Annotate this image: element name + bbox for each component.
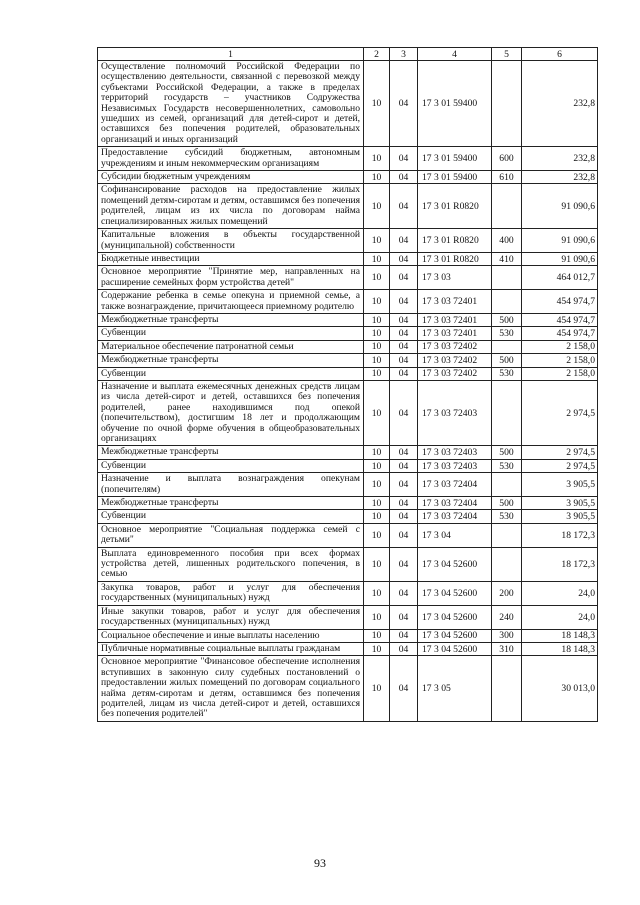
row-name-cell: Выплата единовременного пособия при всех формах устройства детей, лишенных родительского попечения, в семью (98, 547, 364, 581)
table-row (98, 446, 598, 459)
row-subsection-cell: 04 (390, 642, 418, 655)
row-expense-type-cell (492, 184, 522, 229)
row-section-cell: 10 (364, 340, 390, 353)
row-name-cell: Субвенции (98, 367, 364, 380)
row-expense-type-cell (492, 290, 522, 314)
row-subsection-cell: 04 (390, 581, 418, 605)
row-name-cell: Межбюджетные трансферты (98, 354, 364, 367)
row-amount-cell: 2 158,0 (522, 367, 598, 380)
row-section-cell: 10 (364, 497, 390, 510)
table-row (98, 367, 598, 380)
table-header-row (98, 48, 598, 61)
row-amount-cell: 30 013,0 (522, 656, 598, 721)
row-name-cell: Софинансирование расходов на предоставление жилых помещений детям-сиротам и детям, оставшимся без попечения родителей, лицам из их числа по договорам найма специализированных жилых помещений (98, 184, 364, 229)
row-subsection-cell: 04 (390, 523, 418, 547)
row-subsection-cell: 04 (390, 380, 418, 445)
row-amount-cell: 232,8 (522, 171, 598, 184)
row-section-cell: 10 (364, 605, 390, 629)
table-row (98, 642, 598, 655)
row-section-cell: 10 (364, 327, 390, 340)
page-number: 93 (314, 856, 326, 870)
row-expense-type-cell (492, 473, 522, 497)
header-cell-section: 2 (364, 48, 390, 61)
row-amount-cell: 3 905,5 (522, 510, 598, 523)
row-name-cell: Основное мероприятие "Социальная поддержка семей с детьми" (98, 523, 364, 547)
table-row (98, 523, 598, 547)
row-target-code-cell: 17 3 03 72403 (418, 380, 492, 445)
row-subsection-cell: 04 (390, 313, 418, 326)
table-row (98, 354, 598, 367)
row-section-cell: 10 (364, 510, 390, 523)
row-target-code-cell: 17 3 01 59400 (418, 171, 492, 184)
row-expense-type-cell (492, 547, 522, 581)
row-target-code-cell: 17 3 04 52600 (418, 629, 492, 642)
row-name-cell: Капитальные вложения в объекты государственной (муниципальной) собственности (98, 229, 364, 253)
row-subsection-cell: 04 (390, 290, 418, 314)
row-name-cell: Основное мероприятие "Принятие мер, направленных на расширение семейных форм устройства детей" (98, 266, 364, 290)
row-target-code-cell: 17 3 03 72403 (418, 446, 492, 459)
row-target-code-cell: 17 3 04 52600 (418, 642, 492, 655)
row-subsection-cell: 04 (390, 184, 418, 229)
row-target-code-cell: 17 3 03 (418, 266, 492, 290)
row-amount-cell: 91 090,6 (522, 229, 598, 253)
table-row (98, 266, 598, 290)
row-target-code-cell: 17 3 01 R0820 (418, 252, 492, 265)
row-target-code-cell: 17 3 04 52600 (418, 605, 492, 629)
row-section-cell: 10 (364, 459, 390, 472)
row-name-cell: Осуществление полномочий Российской Федерации по осуществлению деятельности, связанной с перевозкой между субъектами Российской Федерации, а также в пределах территорий государств – участников Содружества Независимых Государств несовершеннолетних, самовольно ушедших из семей, организаций для детей-сирот и детей, оставшихся без попечения родителей, образовательных организаций и иных организаций (98, 61, 364, 147)
row-name-cell: Материальное обеспечение патронатной семьи (98, 340, 364, 353)
row-subsection-cell: 04 (390, 605, 418, 629)
row-target-code-cell: 17 3 01 R0820 (418, 229, 492, 253)
row-subsection-cell: 04 (390, 354, 418, 367)
row-expense-type-cell (492, 656, 522, 721)
table-row (98, 184, 598, 229)
row-name-cell: Иные закупки товаров, работ и услуг для обеспечения государственных (муниципальных) нужд (98, 605, 364, 629)
row-section-cell: 10 (364, 380, 390, 445)
row-subsection-cell: 04 (390, 510, 418, 523)
row-amount-cell: 454 974,7 (522, 313, 598, 326)
table-row (98, 147, 598, 171)
row-name-cell: Субвенции (98, 327, 364, 340)
row-name-cell: Субвенции (98, 510, 364, 523)
row-amount-cell: 2 974,5 (522, 459, 598, 472)
row-expense-type-cell (492, 380, 522, 445)
row-section-cell: 10 (364, 147, 390, 171)
row-subsection-cell: 04 (390, 446, 418, 459)
row-target-code-cell: 17 3 01 R0820 (418, 184, 492, 229)
row-target-code-cell: 17 3 03 72402 (418, 354, 492, 367)
row-expense-type-cell: 530 (492, 327, 522, 340)
table-row (98, 61, 598, 147)
row-subsection-cell: 04 (390, 61, 418, 147)
row-amount-cell: 464 012,7 (522, 266, 598, 290)
row-subsection-cell: 04 (390, 473, 418, 497)
row-name-cell: Межбюджетные трансферты (98, 497, 364, 510)
row-subsection-cell: 04 (390, 459, 418, 472)
row-expense-type-cell: 610 (492, 171, 522, 184)
row-section-cell: 10 (364, 523, 390, 547)
row-amount-cell: 18 172,3 (522, 547, 598, 581)
table-row (98, 547, 598, 581)
table-row (98, 629, 598, 642)
row-name-cell: Бюджетные инвестиции (98, 252, 364, 265)
row-expense-type-cell: 500 (492, 354, 522, 367)
row-name-cell: Закупка товаров, работ и услуг для обеспечения государственных (муниципальных) нужд (98, 581, 364, 605)
row-name-cell: Содержание ребенка в семье опекуна и приемной семье, а также вознаграждение, причитающееся приемному родителю (98, 290, 364, 314)
table-row (98, 252, 598, 265)
row-target-code-cell: 17 3 03 72404 (418, 510, 492, 523)
row-section-cell: 10 (364, 252, 390, 265)
row-target-code-cell: 17 3 01 59400 (418, 147, 492, 171)
row-section-cell: 10 (364, 184, 390, 229)
header-cell-target-code: 4 (418, 48, 492, 61)
row-section-cell: 10 (364, 547, 390, 581)
row-amount-cell: 18 172,3 (522, 523, 598, 547)
row-target-code-cell: 17 3 03 72402 (418, 340, 492, 353)
row-section-cell: 10 (364, 642, 390, 655)
table-row (98, 510, 598, 523)
row-subsection-cell: 04 (390, 547, 418, 581)
row-name-cell: Публичные нормативные социальные выплаты гражданам (98, 642, 364, 655)
row-section-cell: 10 (364, 367, 390, 380)
row-subsection-cell: 04 (390, 327, 418, 340)
row-amount-cell: 3 905,5 (522, 473, 598, 497)
row-target-code-cell: 17 3 03 72401 (418, 313, 492, 326)
row-expense-type-cell: 530 (492, 510, 522, 523)
table-row (98, 473, 598, 497)
row-subsection-cell: 04 (390, 367, 418, 380)
row-name-cell: Межбюджетные трансферты (98, 313, 364, 326)
row-subsection-cell: 04 (390, 266, 418, 290)
row-expense-type-cell: 530 (492, 367, 522, 380)
row-section-cell: 10 (364, 354, 390, 367)
row-amount-cell: 2 158,0 (522, 340, 598, 353)
row-section-cell: 10 (364, 581, 390, 605)
row-target-code-cell: 17 3 01 59400 (418, 61, 492, 147)
header-cell-amount: 6 (522, 48, 598, 61)
table-row (98, 380, 598, 445)
row-name-cell: Назначение и выплата ежемесячных денежных средств лицам из числа детей-сирот и детей, оставшихся без попечения родителей, ранее находившимся под опекой (попечительством), достигшим 18 лет и продолжающим обучение по очной форме обучения в общеобразовательных организациях (98, 380, 364, 445)
row-section-cell: 10 (364, 629, 390, 642)
row-subsection-cell: 04 (390, 171, 418, 184)
row-name-cell: Субвенции (98, 459, 364, 472)
row-amount-cell: 18 148,3 (522, 642, 598, 655)
header-cell-subsection: 3 (390, 48, 418, 61)
table-row (98, 656, 598, 721)
table-row (98, 340, 598, 353)
row-expense-type-cell: 300 (492, 629, 522, 642)
row-subsection-cell: 04 (390, 252, 418, 265)
row-amount-cell: 3 905,5 (522, 497, 598, 510)
row-name-cell: Предоставление субсидий бюджетным, автономным учреждениям и иным некоммерческим организациям (98, 147, 364, 171)
row-amount-cell: 454 974,7 (522, 290, 598, 314)
row-target-code-cell: 17 3 04 52600 (418, 581, 492, 605)
row-target-code-cell: 17 3 03 72403 (418, 459, 492, 472)
row-section-cell: 10 (364, 171, 390, 184)
row-subsection-cell: 04 (390, 229, 418, 253)
row-name-cell: Субсидии бюджетным учреждениям (98, 171, 364, 184)
row-amount-cell: 2 974,5 (522, 446, 598, 459)
row-amount-cell: 454 974,7 (522, 327, 598, 340)
row-section-cell: 10 (364, 656, 390, 721)
table-row (98, 290, 598, 314)
header-cell-expense-type: 5 (492, 48, 522, 61)
row-expense-type-cell: 400 (492, 229, 522, 253)
row-name-cell: Основное мероприятие "Финансовое обеспечение исполнения вступивших в законную силу судебных постановлений о предоставлении жилых помещений по договорам социального найма детям-сиротам и детям, оставшимся без попечения родителей, лицам из числа детей-сирот и детей, оставшихся без попечения родителей" (98, 656, 364, 721)
row-amount-cell: 24,0 (522, 605, 598, 629)
row-amount-cell: 91 090,6 (522, 184, 598, 229)
row-expense-type-cell (492, 266, 522, 290)
budget-table (97, 47, 598, 722)
row-amount-cell: 24,0 (522, 581, 598, 605)
row-subsection-cell: 04 (390, 629, 418, 642)
row-target-code-cell: 17 3 03 72404 (418, 473, 492, 497)
row-expense-type-cell (492, 61, 522, 147)
table-row (98, 497, 598, 510)
row-expense-type-cell: 310 (492, 642, 522, 655)
row-expense-type-cell: 240 (492, 605, 522, 629)
row-subsection-cell: 04 (390, 656, 418, 721)
row-section-cell: 10 (364, 229, 390, 253)
row-name-cell: Межбюджетные трансферты (98, 446, 364, 459)
row-expense-type-cell (492, 340, 522, 353)
row-expense-type-cell: 410 (492, 252, 522, 265)
table-row (98, 327, 598, 340)
row-section-cell: 10 (364, 313, 390, 326)
row-target-code-cell: 17 3 03 72402 (418, 367, 492, 380)
row-subsection-cell: 04 (390, 497, 418, 510)
table-row (98, 229, 598, 253)
table-row (98, 171, 598, 184)
row-expense-type-cell: 500 (492, 313, 522, 326)
row-amount-cell: 2 158,0 (522, 354, 598, 367)
row-expense-type-cell (492, 523, 522, 547)
row-section-cell: 10 (364, 290, 390, 314)
row-expense-type-cell: 530 (492, 459, 522, 472)
row-expense-type-cell: 500 (492, 446, 522, 459)
row-expense-type-cell: 600 (492, 147, 522, 171)
table-row (98, 581, 598, 605)
table-row (98, 459, 598, 472)
row-amount-cell: 2 974,5 (522, 380, 598, 445)
row-section-cell: 10 (364, 473, 390, 497)
row-name-cell: Социальное обеспечение и иные выплаты населению (98, 629, 364, 642)
row-name-cell: Назначение и выплата вознаграждения опекунам (попечителям) (98, 473, 364, 497)
row-amount-cell: 91 090,6 (522, 252, 598, 265)
row-target-code-cell: 17 3 03 72404 (418, 497, 492, 510)
row-section-cell: 10 (364, 266, 390, 290)
table-row (98, 605, 598, 629)
row-amount-cell: 232,8 (522, 61, 598, 147)
row-amount-cell: 18 148,3 (522, 629, 598, 642)
row-target-code-cell: 17 3 03 72401 (418, 327, 492, 340)
row-target-code-cell: 17 3 03 72401 (418, 290, 492, 314)
row-expense-type-cell: 500 (492, 497, 522, 510)
row-subsection-cell: 04 (390, 340, 418, 353)
row-subsection-cell: 04 (390, 147, 418, 171)
row-expense-type-cell: 200 (492, 581, 522, 605)
row-section-cell: 10 (364, 446, 390, 459)
header-cell-name: 1 (98, 48, 364, 61)
row-target-code-cell: 17 3 04 (418, 523, 492, 547)
row-target-code-cell: 17 3 04 52600 (418, 547, 492, 581)
row-section-cell: 10 (364, 61, 390, 147)
table-row (98, 313, 598, 326)
row-amount-cell: 232,8 (522, 147, 598, 171)
row-target-code-cell: 17 3 05 (418, 656, 492, 721)
